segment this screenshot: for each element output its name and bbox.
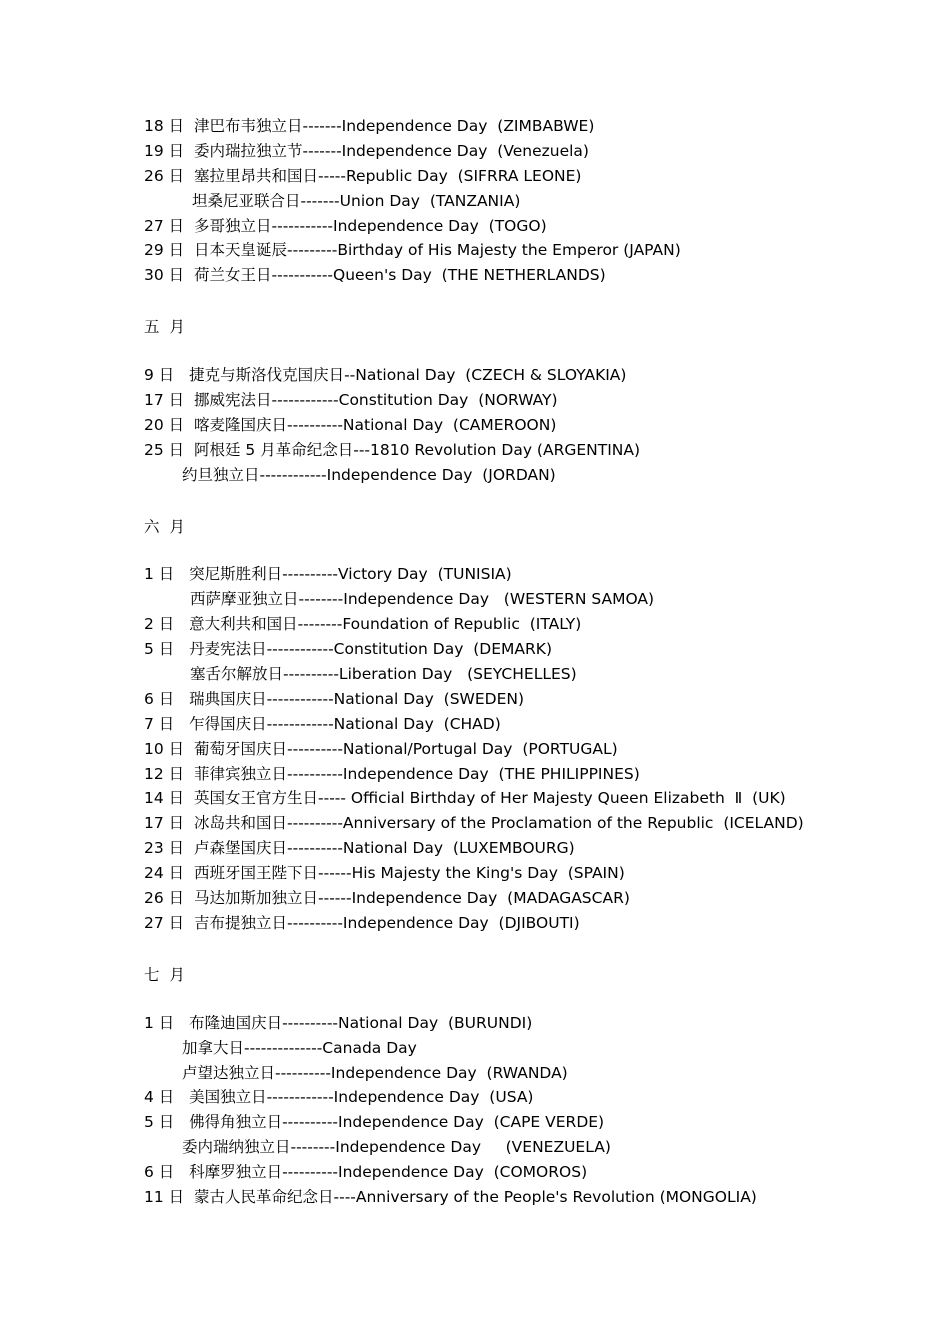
holiday-line: 6 日 科摩罗独立日----------Independence Day (COMOROS) [144, 1163, 588, 1182]
holiday-line: 25 日 阿根廷 5 月革命纪念日---1810 Revolution Day (ARGENTINA) [144, 440, 641, 459]
holiday-line: 30 日 荷兰女王日-----------Queen's Day (THE NETHERLANDS) [144, 266, 606, 285]
month-heading-may: 五 月 [144, 318, 185, 337]
holiday-line: 18 日 津巴布韦独立日-------Independence Day (ZIMBABWE) [144, 117, 595, 135]
holiday-line: 20 日 喀麦隆国庆日----------National Day (CAMEROON) [144, 415, 557, 434]
holiday-line: 1 日 布隆迪国庆日----------National Day (BURUNDI) [144, 1013, 533, 1032]
july-section [144, 1011, 904, 1210]
holiday-line: 11 日 蒙古人民革命纪念日----Anniversary of the People's Revolution (MONGOLIA) [144, 1187, 757, 1206]
holiday-line: 7 日 乍得国庆日------------National Day (CHAD) [144, 714, 501, 733]
holiday-line: 5 日 佛得角独立日----------Independence Day (CAPE VERDE) [144, 1113, 605, 1132]
holiday-line: 24 日 西班牙国王陛下日------His Majesty the King's Day (SPAIN) [144, 864, 625, 883]
holiday-line: 加拿大日--------------Canada Day [182, 1038, 417, 1057]
holiday-line: 卢望达独立日----------Independence Day (RWANDA) [182, 1063, 568, 1082]
holiday-line: 1 日 突尼斯胜利日----------Victory Day (TUNISIA) [144, 565, 512, 584]
month-heading-june: 六 月 [144, 517, 185, 536]
holiday-line: 委内瑞纳独立日--------Independence Day (VENEZUELA) [182, 1138, 611, 1157]
holiday-line: 西萨摩亚独立日--------Independence Day (WESTERN SAMOA) [190, 590, 655, 609]
holiday-line: 14 日 英国女王官方生日----- Official Birthday of Her Majesty Queen Elizabeth Ⅱ (UK) [144, 789, 786, 808]
holiday-line: 5 日 丹麦宪法日------------Constitution Day (DEMARK) [144, 640, 552, 659]
holiday-line: 26 日 马达加斯加独立日------Independence Day (MADAGASCAR) [144, 889, 630, 908]
holiday-line: 12 日 菲律宾独立日----------Independence Day (THE PHILIPPINES) [144, 764, 640, 783]
june-section [144, 562, 904, 935]
holiday-line: 4 日 美国独立日------------Independence Day (USA) [144, 1088, 534, 1107]
april-section [144, 114, 904, 288]
holiday-line: 坦桑尼亚联合日-------Union Day (TANZANIA) [192, 191, 521, 210]
holiday-line: 29 日 日本天皇诞辰---------Birthday of His Majesty the Emperor (JAPAN) [144, 241, 681, 260]
may-section [144, 363, 904, 487]
holiday-line: 9 日 捷克与斯洛伐克国庆日--National Day (CZECH & SLOYAKIA) [144, 366, 627, 385]
holiday-line: 17 日 挪威宪法日------------Constitution Day (NORWAY) [144, 391, 558, 410]
document-page [144, 114, 904, 1210]
holiday-line: 17 日 冰岛共和国日----------Anniversary of the Proclamation of the Republic (ICELAND) [144, 814, 804, 833]
holiday-line: 约旦独立日------------Independence Day (JORDAN) [182, 465, 556, 484]
holiday-line: 27 日 吉布提独立日----------Independence Day (DJIBOUTI) [144, 913, 580, 932]
month-heading-july: 七 月 [144, 965, 185, 984]
holiday-line: 23 日 卢森堡国庆日----------National Day (LUXEMBOURG) [144, 839, 575, 858]
holiday-line: 塞舌尔解放日----------Liberation Day (SEYCHELLES) [190, 665, 577, 684]
holiday-line: 2 日 意大利共和国日--------Foundation of Republic (ITALY) [144, 615, 582, 634]
holiday-line: 19 日 委内瑞拉独立节-------Independence Day (Venezuela) [144, 141, 589, 160]
holiday-line: 10 日 葡萄牙国庆日----------National/Portugal Day (PORTUGAL) [144, 739, 618, 758]
holiday-line: 27 日 多哥独立日-----------Independence Day (TOGO) [144, 216, 547, 235]
holiday-line: 26 日 塞拉里昂共和国日-----Republic Day (SIFRRA LEONE) [144, 166, 582, 185]
holiday-line: 6 日 瑞典国庆日------------National Day (SWEDEN) [144, 689, 525, 708]
